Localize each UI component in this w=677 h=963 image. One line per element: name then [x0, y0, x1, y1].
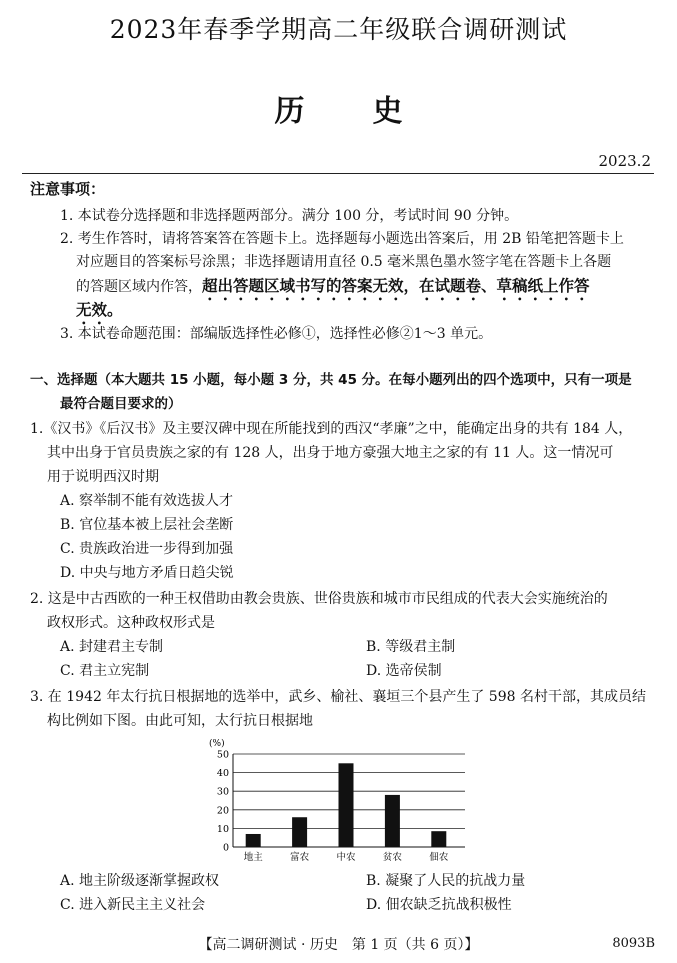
bar-3: [339, 763, 354, 847]
q3-option-c: C. 进入新民主主义社会: [60, 897, 206, 913]
q2-option-b: B. 等级君主制: [366, 639, 456, 655]
q1-stem-2: 其中出身于官员贵族之家的有 128 人，出身于地方豪强大地主之家的有 11 人。这一情况可: [47, 445, 614, 461]
y-tick-label: 40: [216, 768, 229, 780]
bar-4: [385, 795, 400, 847]
y-tick-label: 30: [216, 786, 229, 798]
y-tick-label: 0: [222, 842, 229, 854]
y-tick-label: 20: [216, 805, 229, 817]
notice-item-2-cont2: [76, 274, 590, 304]
q2-option-c: C. 君主立宪制: [60, 663, 150, 679]
q3-stem-2: 构比例如下图。由此可知，太行抗日根据地: [47, 713, 313, 729]
q1-stem-3: 用于说明西汉时期: [47, 469, 159, 485]
notice-item-1: 1. 本试卷分选择题和非选择题两部分。满分 100 分，考试时间 90 分钟。: [60, 208, 519, 224]
bar-2: [292, 817, 307, 847]
cadre-composition-chart: [195, 732, 475, 867]
x-tick-label: 贫农: [382, 852, 402, 863]
q1-option-c: C. 贵族政治进一步得到加强: [60, 541, 234, 557]
y-tick-label: 10: [216, 823, 229, 835]
subject-title: 历史: [274, 94, 471, 129]
notice-item-2: 2. 考生作答时，请将答案答在答题卡上。选择题每小题选出答案后，用 2B 铅笔把答题卡上: [60, 231, 624, 247]
notice-emphasis-end: 无效。: [76, 301, 123, 319]
bar-1: [246, 834, 261, 847]
page-footer: 【高二调研测试 · 历史 第 1 页（共 6 页）】: [198, 937, 479, 953]
q3-option-d: D. 佃农缺乏抗战积极性: [366, 897, 512, 913]
bar-5: [431, 831, 446, 847]
notice-heading: 注意事项：: [30, 180, 106, 198]
x-tick-label: 富农: [290, 852, 310, 863]
notice-item-2-text: 的答题区域内作答，: [76, 279, 202, 295]
notice-emphasis: 超出答题区域书写的答案无效，在试题卷、草稿纸上作答: [202, 277, 590, 295]
y-axis-unit: (%): [209, 739, 225, 749]
q2-stem-1: 2. 这是中古西欧的一种王权借助由教会贵族、世俗贵族和城市市民组成的代表大会实施统治的: [30, 591, 608, 607]
x-tick-label: 中农: [336, 852, 356, 863]
y-tick-label: 50: [216, 749, 229, 761]
q2-stem-2: 政权形式。这种政权形式是: [47, 615, 215, 631]
exam-title: 2023年春季学期高二年级联合调研测试: [109, 15, 568, 44]
q1-option-b: B. 官位基本被上层社会垄断: [60, 517, 234, 533]
q1-option-a: A. 察举制不能有效选拔人才: [60, 493, 234, 509]
q1-option-d: D. 中央与地方矛盾日趋尖锐: [60, 565, 234, 581]
exam-date: 2023.2: [598, 152, 651, 170]
q3-stem-1: 3. 在 1942 年太行抗日根据地的选举中，武乡、榆社、襄垣三个县产生了 598 名村干部，其成员结: [30, 689, 646, 705]
x-tick-label: 佃农: [429, 852, 449, 863]
notice-item-2-cont: 对应题目的答案标号涂黑；非选择题请用直径 0.5 毫米黑色墨水签字笔在答题卡上各题: [76, 254, 612, 270]
q3-option-a: A. 地主阶级逐渐掌握政权: [60, 873, 220, 889]
section-heading: 一、选择题（本大题共 15 小题，每小题 3 分，共 45 分。在每小题列出的四个选项中，只有一项是: [30, 372, 632, 388]
q2-option-a: A. 封建君主专制: [60, 639, 164, 655]
q2-option-d: D. 选帝侯制: [366, 663, 442, 679]
header-divider: [22, 173, 654, 174]
notice-item-3: 3. 本试卷命题范围：部编版选择性必修①，选择性必修②1～3 单元。: [60, 326, 493, 342]
q1-stem-1: 1.《汉书》《后汉书》及主要汉碑中现在所能找到的西汉“孝廉”之中，能确定出身的共有 184 人，: [30, 421, 633, 437]
paper-code: 8093B: [612, 936, 655, 951]
x-tick-label: 地主: [243, 852, 263, 863]
q3-option-b: B. 凝聚了人民的抗战力量: [366, 873, 526, 889]
section-heading-cont: 最符合题目要求的）: [60, 396, 182, 412]
